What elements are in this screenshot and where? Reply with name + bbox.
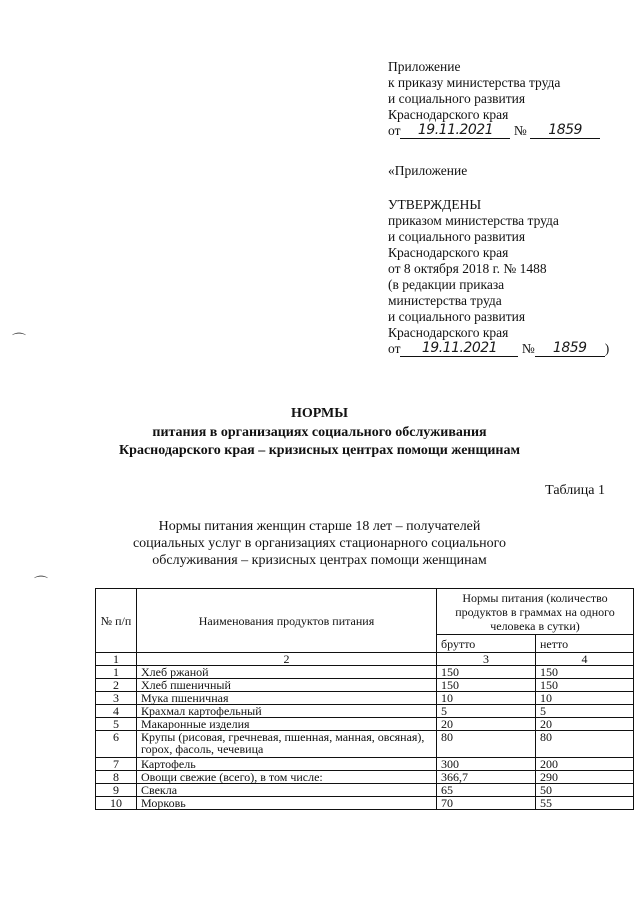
row-number: 10 xyxy=(96,797,137,810)
net-value: 290 xyxy=(536,771,634,784)
scan-mark: ⌒ xyxy=(34,576,48,592)
table-row xyxy=(96,731,634,758)
appendix-line: Краснодарского края xyxy=(388,107,509,122)
header-gross: брутто xyxy=(437,635,536,653)
row-number: 2 xyxy=(96,679,137,692)
approved-line: от 8 октября 2018 г. № 1488 xyxy=(388,261,547,276)
approved-line: и социального развития xyxy=(388,309,526,324)
row-number: 4 xyxy=(96,705,137,718)
row-number: 5 xyxy=(96,718,137,731)
net-value: 20 xyxy=(536,718,634,731)
table-caption xyxy=(0,518,639,569)
net-value: 150 xyxy=(536,679,634,692)
column-index: 1 xyxy=(96,653,137,666)
header-product: Наименования продуктов питания xyxy=(137,589,437,653)
product-name: Картофель xyxy=(137,758,437,771)
numbering-row xyxy=(96,653,634,666)
from-label: от xyxy=(388,123,401,138)
gross-value: 150 xyxy=(437,666,536,679)
product-name: Морковь xyxy=(137,797,437,810)
net-value: 150 xyxy=(536,666,634,679)
appendix-line: и социального развития xyxy=(388,91,526,106)
approved-block xyxy=(388,163,609,357)
row-number: 6 xyxy=(96,731,137,758)
table-row xyxy=(96,771,634,784)
appendix-line: Приложение xyxy=(388,59,461,74)
gross-value: 300 xyxy=(437,758,536,771)
handwritten-date: 19.11.2021 xyxy=(400,123,510,139)
norms-table xyxy=(95,588,634,810)
column-index: 2 xyxy=(137,653,437,666)
product-name: Овощи свежие (всего), в том числе: xyxy=(137,771,437,784)
product-name: Мука пшеничная xyxy=(137,692,437,705)
net-value: 5 xyxy=(536,705,634,718)
number-label: № xyxy=(513,123,527,138)
handwritten-number: 1859 xyxy=(530,123,600,139)
approved-date-line xyxy=(388,341,609,357)
row-number: 1 xyxy=(96,666,137,679)
net-value: 200 xyxy=(536,758,634,771)
from-label: от xyxy=(388,341,401,356)
appendix-block xyxy=(388,59,600,139)
table-row xyxy=(96,718,634,731)
table-row xyxy=(96,705,634,718)
approved-line: Краснодарского края xyxy=(388,245,509,260)
handwritten-number: 1859 xyxy=(535,341,605,357)
net-value: 50 xyxy=(536,784,634,797)
close-paren: ) xyxy=(604,341,610,356)
column-index: 3 xyxy=(437,653,536,666)
caption-line: Нормы питания женщин старше 18 лет – получателей xyxy=(158,519,481,534)
gross-value: 150 xyxy=(437,679,536,692)
gross-value: 5 xyxy=(437,705,536,718)
table-row xyxy=(96,679,634,692)
handwritten-date: 19.11.2021 xyxy=(400,341,518,357)
product-name: Хлеб ржаной xyxy=(137,666,437,679)
table-row xyxy=(96,758,634,771)
table-row xyxy=(96,784,634,797)
column-index: 4 xyxy=(536,653,634,666)
approved-line: приказом министерства труда xyxy=(388,213,559,228)
gross-value: 80 xyxy=(437,731,536,758)
table-number: Таблица 1 xyxy=(545,483,605,498)
header-number: № п/п xyxy=(96,589,137,653)
row-number: 9 xyxy=(96,784,137,797)
product-name: Крахмал картофельный xyxy=(137,705,437,718)
appendix-date-line xyxy=(388,123,600,139)
gross-value: 70 xyxy=(437,797,536,810)
caption-line: обслуживания – кризисных центрах помощи женщинам xyxy=(152,553,487,568)
gross-value: 10 xyxy=(437,692,536,705)
approved-title: УТВЕРЖДЕНЫ xyxy=(388,197,482,212)
net-value: 55 xyxy=(536,797,634,810)
number-label: № xyxy=(521,341,535,356)
product-name: Хлеб пшеничный xyxy=(137,679,437,692)
gross-value: 366,7 xyxy=(437,771,536,784)
approved-line: (в редакции приказа xyxy=(388,277,505,292)
header-net: нетто xyxy=(536,635,634,653)
approved-line: Краснодарского края xyxy=(388,325,509,340)
table-row xyxy=(96,797,634,810)
heading-title: НОРМЫ xyxy=(290,406,349,421)
scan-mark: ⌒ xyxy=(12,333,26,349)
row-number: 3 xyxy=(96,692,137,705)
product-name: Макаронные изделия xyxy=(137,718,437,731)
net-value: 10 xyxy=(536,692,634,705)
quote-line: «Приложение xyxy=(388,163,468,178)
net-value: 80 xyxy=(536,731,634,758)
appendix-line: к приказу министерства труда xyxy=(388,75,561,90)
heading-subtitle: питания в организациях социального обслуживания xyxy=(152,425,487,440)
product-name: Свекла xyxy=(137,784,437,797)
table-row xyxy=(96,666,634,679)
approved-line: и социального развития xyxy=(388,229,526,244)
approved-line: министерства труда xyxy=(388,293,502,308)
header-norms: Нормы питания (количество продуктов в граммах на одного человека в сутки) xyxy=(437,589,634,635)
row-number: 8 xyxy=(96,771,137,784)
caption-line: социальных услуг в организациях стационарного социального xyxy=(132,536,507,551)
gross-value: 65 xyxy=(437,784,536,797)
row-number: 7 xyxy=(96,758,137,771)
gross-value: 20 xyxy=(437,718,536,731)
heading-subtitle: Краснодарского края – кризисных центрах помощи женщинам xyxy=(119,443,520,458)
table-row xyxy=(96,692,634,705)
product-name: Крупы (рисовая, гречневая, пшенная, манная, овсяная), горох, фасоль, чечевица xyxy=(137,731,437,758)
